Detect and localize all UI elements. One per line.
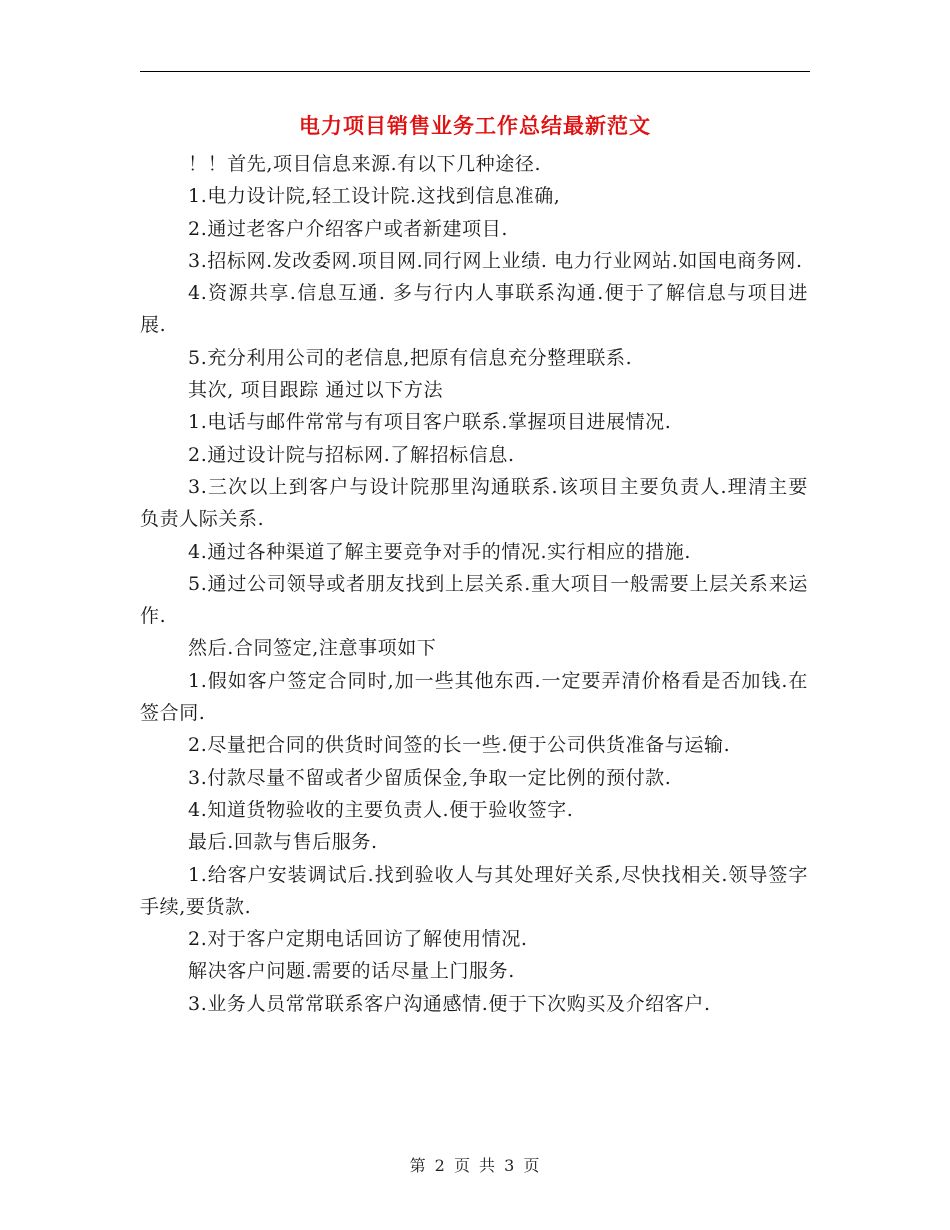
paragraph: 4.通过各种渠道了解主要竞争对手的情况.实行相应的措施. [188, 540, 692, 563]
document-title: 电力项目销售业务工作总结最新范文 [299, 114, 651, 138]
page-footer: 第 2 页 共 3 页 [409, 1156, 541, 1175]
paragraph: 1.假如客户签定合同时,加一些其他东西.一定要弄清价格看是否加钱.在签合同. [140, 669, 808, 725]
paragraph: 3.三次以上到客户与设计院那里沟通联系.该项目主要负责人.理清主要负责人际关系. [140, 475, 808, 531]
paragraph: 解决客户问题.需要的话尽量上门服务. [188, 960, 515, 983]
paragraph: 3.付款尽量不留或者少留质保金,争取一定比例的预付款. [188, 766, 672, 789]
header-rule [140, 71, 810, 72]
paragraph: 2.尽量把合同的供货时间签的长一些.便于公司供货准备与运输. [188, 734, 731, 757]
paragraph: 2.对于客户定期电话回访了解使用情况. [188, 928, 528, 951]
paragraph: 其次, 项目跟踪 通过以下方法 [188, 379, 444, 402]
paragraph: 2.通过老客户介绍客户或者新建项目. [188, 217, 508, 240]
document-body [140, 148, 808, 1020]
paragraph: 3.招标网.发改委网.项目网.同行网上业绩. 电力行业网站.如国电商务网. [188, 249, 803, 272]
paragraph: 3.业务人员常常联系客户沟通感情.便于下次购买及介绍客户. [188, 992, 711, 1015]
paragraph: 1.电力设计院,轻工设计院.这找到信息准确, [188, 185, 561, 208]
paragraph: 1.电话与邮件常常与有项目客户联系.掌握项目进展情况. [188, 411, 672, 434]
paragraph: 5.通过公司领导或者朋友找到上层关系.重大项目一般需要上层关系来运作. [140, 572, 808, 628]
paragraph: 4.资源共享.信息互通. 多与行内人事联系沟通.便于了解信息与项目进展. [140, 282, 808, 337]
paragraph: 然后.合同签定,注意事项如下 [188, 637, 437, 660]
paragraph: ！！首先,项目信息来源.有以下几种途径. [188, 153, 542, 175]
paragraph: 最后.回款与售后服务. [188, 831, 378, 854]
paragraph: 1.给客户安装调试后.找到验收人与其处理好关系,尽快找相关.领导签字手续,要货款. [140, 863, 808, 918]
paragraph: 2.通过设计院与招标网.了解招标信息. [188, 443, 515, 466]
paragraph: 4.知道货物验收的主要负责人.便于验收签字. [188, 798, 574, 821]
paragraph: 5.充分利用公司的老信息,把原有信息充分整理联系. [188, 346, 633, 369]
